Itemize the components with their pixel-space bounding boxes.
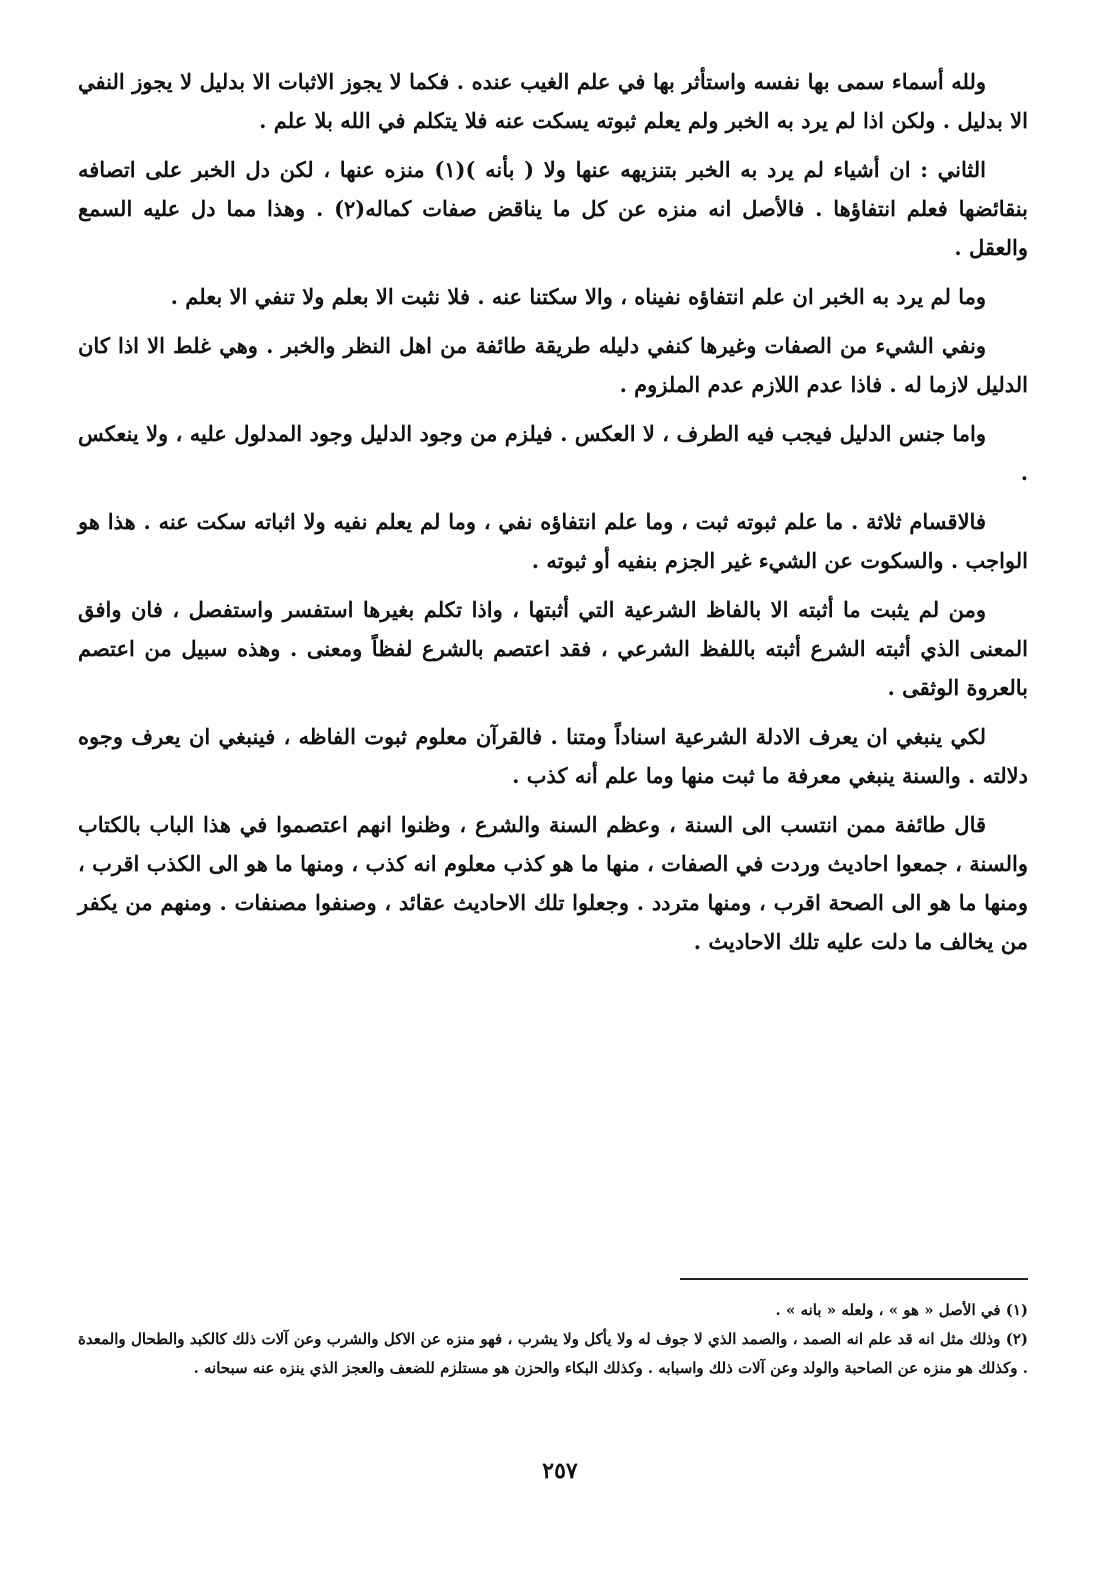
main-text xyxy=(78,62,1028,971)
footnote: (١) في الأصل « هو » ، ولعله « بانه » . xyxy=(775,1301,1028,1319)
paragraph: ولله أسماء سمى بها نفسه واستأثر بها في علم الغيب عنده . فكما لا يجوز الاثبات الا بدليل لا يجوز النفي الا بدليل . ولكن اذا لم يرد به الخبر ولم يعلم ثبوته يسكت عنه فلا يتكلم في الله بلا علم . xyxy=(78,69,1028,133)
paragraph: وما لم يرد به الخبر ان علم انتفاؤه نفيناه ، والا سكتنا عنه . فلا نثبت الا بعلم ولا تنفي الا بعلم . xyxy=(170,284,986,309)
paragraph: ونفي الشيء من الصفات وغيرها كنفي دليله طريقة طائفة من اهل النظر والخبر . وهي غلط الا اذا كان الدليل لازما له . فاذا عدم اللازم عدم الملزوم . xyxy=(78,333,1028,397)
paragraph: واما جنس الدليل فيجب فيه الطرف ، لا العكس . فيلزم من وجود الدليل وجود المدلول عليه ، ولا ينعكس . xyxy=(78,421,1028,485)
paragraph: فالاقسام ثلاثة . ما علم ثبوته ثبت ، وما علم انتفاؤه نفي ، وما لم يعلم نفيه ولا اثباته سكت عنه . هذا هو الواجب . والسكوت عن الشيء غير الجزم بنفيه أو ثبوته . xyxy=(78,509,1028,573)
footnote: (٢) وذلك مثل انه قد علم انه الصمد ، والصمد الذي لا جوف له ولا يأكل ولا يشرب ، فهو منزه عن الاكل والشرب وعن آلات ذلك كالكبد والطحال والمعدة . وكذلك هو منزه عن الصاحبة والولد وعن آلات ذلك واسبابه . وكذلك البكاء والحزن هو مستلزم للضعف والعجز الذي ينزه عنه سبحانه . xyxy=(78,1330,1028,1377)
paragraph: الثاني : ان أشياء لم يرد به الخبر بتنزيهه عنها ولا ( بأنه )(١) منزه عنها ، لكن دل الخبر على اتصافه بنقائضها فعلم انتفاؤها . فالأصل انه منزه عن كل ما يناقض صفات كماله(٢) . وهذا مما دل عليه السمع والعقل . xyxy=(78,157,1028,260)
page-number: ٢٥٧ xyxy=(542,1458,578,1484)
paragraph: ومن لم يثبت ما أثبته الا بالفاظ الشرعية التي أثبتها ، واذا تكلم بغيرها استفسر واستفصل ، فان وافق المعنى الذي أثبته الشرع أثبته باللفظ الشرعي ، فقد اعتصم بالشرع لفظاً ومعنى . وهذه سبيل من اعتصم بالعروة الوثقى . xyxy=(78,597,1028,700)
paragraph: قال طائفة ممن انتسب الى السنة ، وعظم السنة والشرع ، وظنوا انهم اعتصموا في هذا الباب بالكتاب والسنة ، جمعوا احاديث وردت في الصفات ، منها ما هو كذب معلوم انه كذب ، ومنها ما هو الى الكذب اقرب ، ومنها ما هو الى الصحة اقرب ، ومنها متردد . وجعلوا تلك الاحاديث عقائد ، وصنفوا مصنفات . ومنهم من يكفر من يخالف ما دلت عليه تلك الاحاديث . xyxy=(78,812,1028,954)
footnote-divider xyxy=(680,1278,1028,1280)
paragraph: لكي ينبغي ان يعرف الادلة الشرعية اسناداً ومتنا . فالقرآن معلوم ثبوت الفاظه ، فينبغي ان يعرف وجوه دلالته . والسنة ينبغي معرفة ما ثبت منها وما علم أنه كذب . xyxy=(78,724,1028,788)
footnotes xyxy=(78,1296,1028,1383)
